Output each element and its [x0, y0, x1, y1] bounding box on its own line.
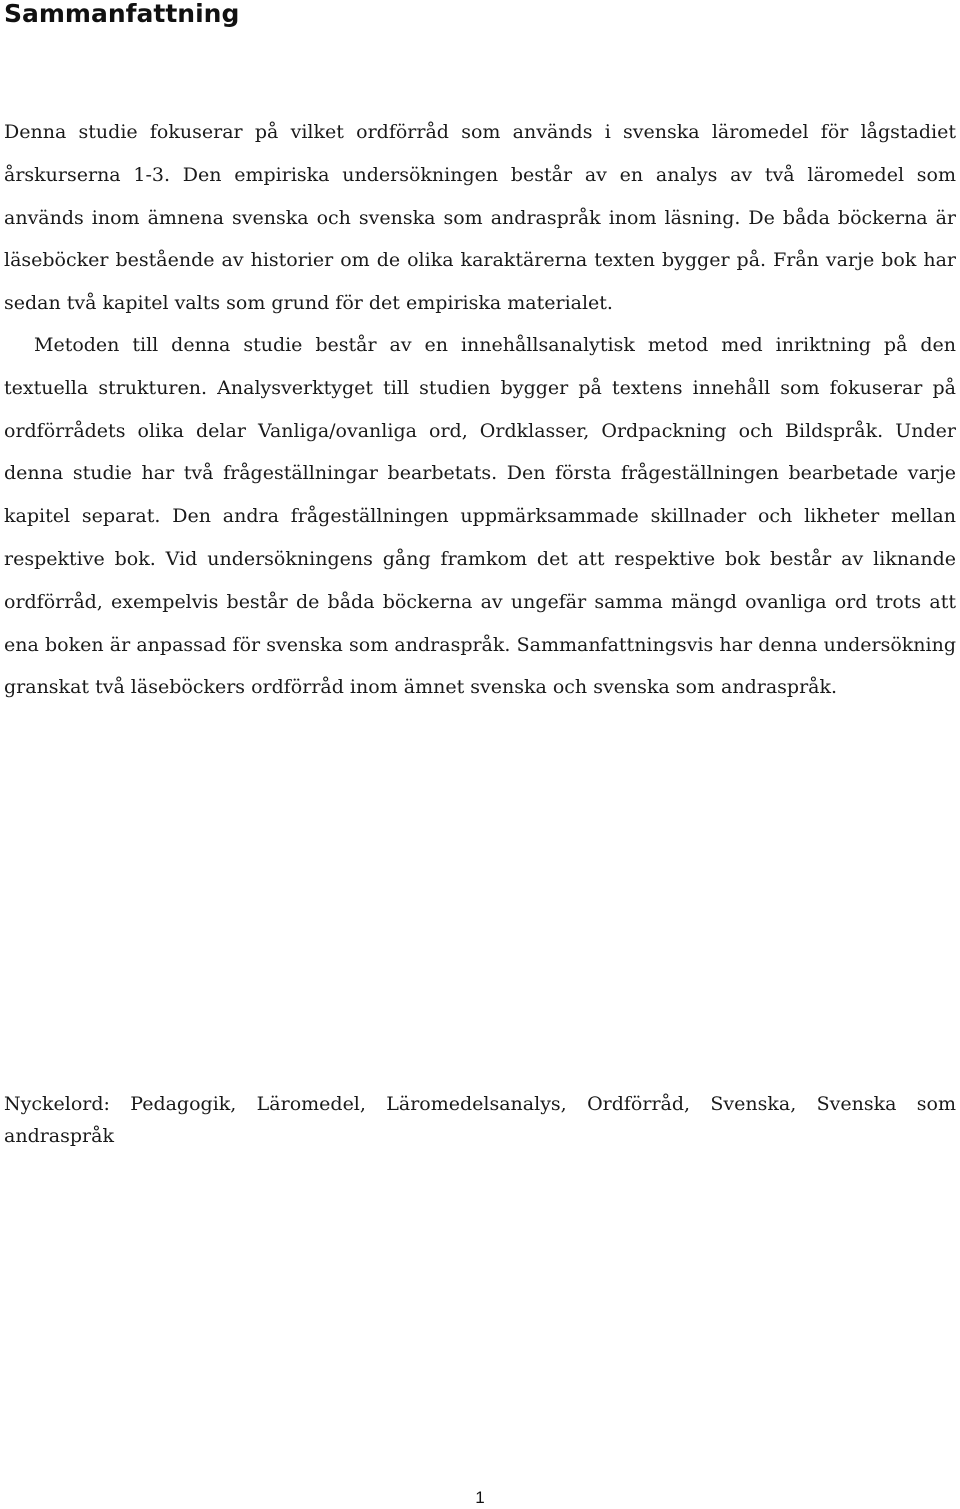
- abstract-paragraph-2: [4, 324, 956, 709]
- page-number: 1: [475, 1488, 485, 1507]
- abstract-paragraph-1: Denna studie fokuserar på vilket ordförråd som används i svenska läromedel för lågstadiet årskurserna 1-3. Den empiriska undersökningen består av en analys av två läromedel som används inom ämnena svenska och svenska som andraspråk inom läsning. De båda böckerna är läseböcker bestående av historier om de olika karaktärerna texten bygger på. Från varje bok har sedan två kapitel valts som grund för det empiriska materialet.: [4, 121, 956, 315]
- keywords-line: Nyckelord: Pedagogik, Läromedel, Läromedelsanalys, Ordförråd, Svenska, Svenska som andraspråk: [4, 1093, 956, 1147]
- abstract-paragraph-2-text: Metoden till denna studie består av en innehållsanalytisk metod med inriktning på den textuella strukturen. Analysverktyget till studien bygger på textens innehåll som fokuserar på ordförrådets olika delar Vanliga/ovanliga ord, Ordklasser, Ordpackning och Bildspråk. Under denna studie har två frågeställningar bearbetats. Den första frågeställningen bearbetade varje kapitel separat. Den andra frågeställningen uppmärksammade skillnader och likheter mellan respektive bok. Vid undersökningens gång framkom det att respektive bok består av liknande ordförråd, exempelvis består de båda böckerna av ungefär samma mängd ovanliga ord trots att ena boken är anpassad för svenska som andraspråk. Sammanfattningsvis har denna undersökning granskat två läseböckers ordförråd inom ämnet svenska och svenska som andraspråk.: [4, 334, 956, 699]
- page-title: Sammanfattning: [4, 0, 240, 28]
